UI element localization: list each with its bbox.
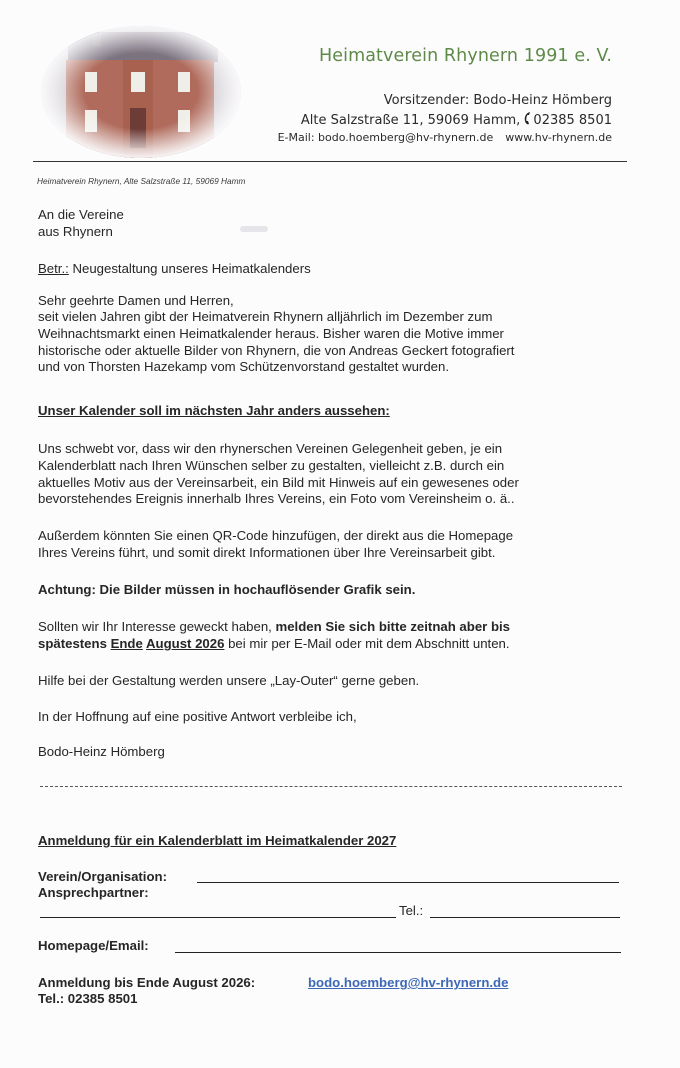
deadline-text: bei mir per E-Mail oder mit dem Abschnitt unten. — [224, 636, 510, 651]
salutation: Sehr geehrte Damen und Herren, — [38, 293, 234, 308]
header-divider — [33, 161, 627, 162]
subject-label: Betr.: — [38, 261, 69, 276]
intro-line: historische oder aktuelle Bilder von Rhynern, die von Andreas Geckert fotografiert — [38, 343, 515, 358]
section-heading: Unser Kalender soll im nächsten Jahr anders aussehen: — [38, 403, 390, 418]
deadline-emphasis: melden Sie sich bitte zeitnah aber bis — [275, 619, 511, 634]
cut-line — [40, 786, 622, 787]
homepage-label — [38, 938, 149, 955]
sender-return-line: Heimatverein Rhynern, Alte Salzstraße 11, 59069 Hamm — [37, 176, 246, 186]
idea-line: aktuelles Motiv aus der Vereinsarbeit, ein Bild mit Hinweis auf ein gewesenes oder — [38, 475, 519, 490]
intro-line: und von Thorsten Hazekamp vom Schützenvorstand gestaltet wurden. — [38, 359, 449, 374]
tel-field[interactable] — [430, 917, 620, 918]
ansprechpartner-label: Ansprechpartner: — [38, 885, 149, 900]
intro-line: Weihnachtsmarkt einen Heimatkalender heraus. Bisher waren die Motive immer — [38, 326, 504, 341]
form-title: Anmeldung für ein Kalenderblatt im Heimatkalender 2027 — [38, 833, 397, 848]
header-email[interactable]: E-Mail: bodo.hoemberg@hv-rhynern.de — [277, 131, 494, 144]
contact-tel: Tel.: 02385 8501 — [38, 991, 138, 1006]
homepage-field[interactable] — [175, 952, 621, 953]
scan-smudge — [240, 226, 268, 232]
deadline-line-2 — [38, 636, 510, 653]
address-line — [301, 112, 612, 128]
organization-name: Heimatverein Rhynern 1991 e. V. — [318, 46, 612, 66]
contact-email-link[interactable]: bodo.hoemberg@hv-rhynern.de — [308, 975, 509, 990]
phone-number: 02385 8501 — [533, 113, 612, 128]
contact-line — [278, 131, 612, 144]
phone-icon — [524, 112, 532, 125]
deadline-line-1 — [38, 619, 510, 636]
attention-note: Achtung: Die Bilder müssen in hochauflösender Grafik sein. — [38, 582, 416, 597]
tel-label: Tel.: — [399, 903, 424, 918]
verein-label: Verein/Organisation: — [38, 869, 167, 884]
building-photo — [38, 22, 244, 160]
idea-line: Kalenderblatt nach Ihren Wünschen selber zu gestalten, vielleicht z.B. durch ein — [38, 458, 505, 473]
deadline-date: August 2026 — [146, 636, 225, 651]
subject-text: Neugestaltung unseres Heimatkalenders — [68, 261, 311, 276]
header-website[interactable]: www.hv-rhynern.de — [505, 131, 612, 144]
qr-line: Außerdem könnten Sie einen QR-Code hinzufügen, der direkt aus die Homepage — [38, 528, 514, 543]
deadline-text: Sollten wir Ihr Interesse geweckt haben, — [38, 619, 276, 634]
closing-line: In der Hoffnung auf eine positive Antwort verbleibe ich, — [38, 709, 357, 724]
verein-field[interactable] — [197, 882, 619, 883]
registration-deadline: Anmeldung bis Ende August 2026: — [38, 975, 256, 990]
address-text: Alte Salzstraße 11, 59069 Hamm, — [300, 113, 521, 128]
idea-line: Uns schwebt vor, dass wir den rhynerschen Vereinen Gelegenheit geben, je ein — [38, 441, 503, 456]
homepage-label-text: Homepage/Email: — [38, 938, 149, 953]
deadline-emphasis: spätestens — [38, 636, 111, 651]
qr-line: Ihres Vereins führt, und somit direkt Informationen über Ihre Vereinsarbeit gibt. — [38, 545, 496, 560]
help-line: Hilfe bei der Gestaltung werden unsere „Lay-Outer“ gerne geben. — [38, 673, 420, 688]
subject-line — [38, 261, 311, 278]
deadline-ende: Ende — [110, 636, 143, 651]
ansprechpartner-field[interactable] — [40, 917, 396, 918]
recipient-line-1: An die Vereine — [38, 207, 124, 222]
chairman-line: Vorsitzender: Bodo-Heinz Hömberg — [383, 93, 612, 108]
intro-line: seit vielen Jahren gibt der Heimatverein Rhynern alljährlich im Dezember zum — [38, 309, 493, 324]
signature-name: Bodo-Heinz Hömberg — [38, 744, 165, 759]
idea-line: bevorstehendes Ereignis innerhalb Ihres Vereins, ein Foto vom Vereinsheim o. ä.. — [38, 491, 515, 506]
recipient-line-2: aus Rhynern — [38, 224, 113, 239]
